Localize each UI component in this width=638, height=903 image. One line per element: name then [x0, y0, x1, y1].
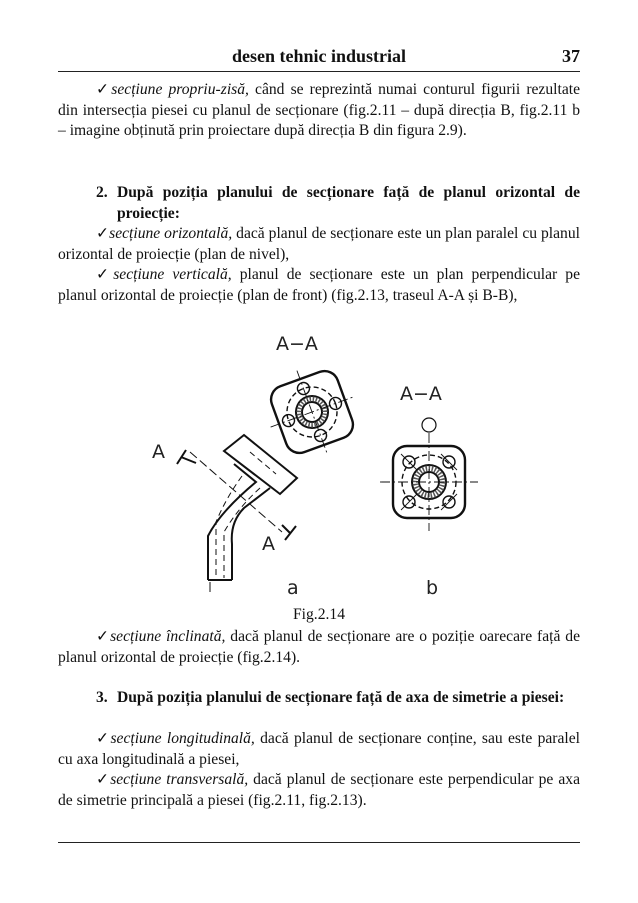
figure-caption: Fig.2.14 — [293, 606, 345, 623]
term-longitudinala: secțiune longitudinală, — [110, 730, 255, 747]
figure-2-14 — [130, 322, 510, 604]
technical-drawing — [130, 322, 510, 604]
page-number: 37 — [562, 46, 580, 66]
cut-label-upper: A — [152, 441, 165, 463]
paragraph-text: dacă planul de secționare este un plan paralel cu planul orizontal de proiecție (plan de nivel), — [58, 225, 580, 263]
heading-orizontal — [96, 183, 580, 224]
section-view-a — [256, 356, 369, 469]
paragraph-propriu-zisa — [58, 80, 580, 142]
term-orizontala: secțiune orizontală, — [109, 225, 233, 242]
paragraph-orizontala — [58, 224, 580, 306]
check-icon: ✓ — [96, 771, 111, 788]
term-propriu-zisa: secțiune propriu-zisă, — [111, 81, 249, 98]
header-rule — [58, 71, 580, 72]
section-label-b: A−A — [400, 383, 442, 405]
bent-pipe — [208, 435, 297, 580]
footer-rule — [58, 842, 580, 843]
check-icon: ✓ — [96, 225, 110, 242]
paragraph-text: planul de secționare este un plan perpendicular pe planul orizontal de proiecție (plan de front) (fig.2.13, traseul A-A și B-B), — [58, 266, 580, 304]
paragraph-text: dacă planul de secționare conține, sau este paralel cu axa longitudinală a piesei, — [58, 730, 580, 768]
section-label-a: A−A — [276, 333, 318, 355]
check-icon: ✓ — [96, 628, 111, 645]
paragraph-inclinata — [58, 627, 580, 668]
term-verticala: secțiune verticală, — [113, 266, 232, 283]
check-icon: ✓ — [96, 81, 112, 98]
heading-text: După poziția planului de secționare față de axa de simetrie a piesei: — [117, 689, 565, 706]
cut-label-lower: A — [262, 533, 275, 555]
subfigure-label-b: b — [426, 577, 439, 599]
heading-number: 3. — [96, 689, 108, 706]
heading-axa-simetrie — [96, 688, 580, 709]
heading-number: 2. — [96, 184, 108, 201]
check-icon: ✓ — [96, 730, 111, 747]
subfigure-label-a: a — [287, 577, 299, 599]
section-view-b — [380, 418, 478, 531]
term-transversala: secțiune transversală, — [110, 771, 249, 788]
term-inclinata: secțiune înclinată, — [110, 628, 226, 645]
paragraph-text: dacă planul de secționare are o poziție oarecare față de planul orizontal de proiecție (fig.2.14). — [58, 628, 580, 666]
paragraph-text: dacă planul de secționare este perpendicular pe axa de simetrie principală a piesei (fig.2.11, fig.2.13). — [58, 771, 580, 809]
paragraph-text: când se reprezintă numai conturul figurii rezultate din intersecția piesei cu planul de secționare (fig.2.11 – după direcția B, fig.2.11 b – imagine obținută prin proiectare după direcția B din figura 2.9). — [58, 81, 580, 139]
paragraph-longitudinala — [58, 729, 580, 811]
running-title: desen tehnic industrial — [231, 46, 407, 66]
heading-text: După poziția planului de secționare față de planul orizontal de proiecție: — [117, 184, 580, 222]
page-header — [58, 44, 580, 70]
check-icon: ✓ — [96, 266, 114, 283]
pipe-hidden-lines — [216, 452, 276, 578]
